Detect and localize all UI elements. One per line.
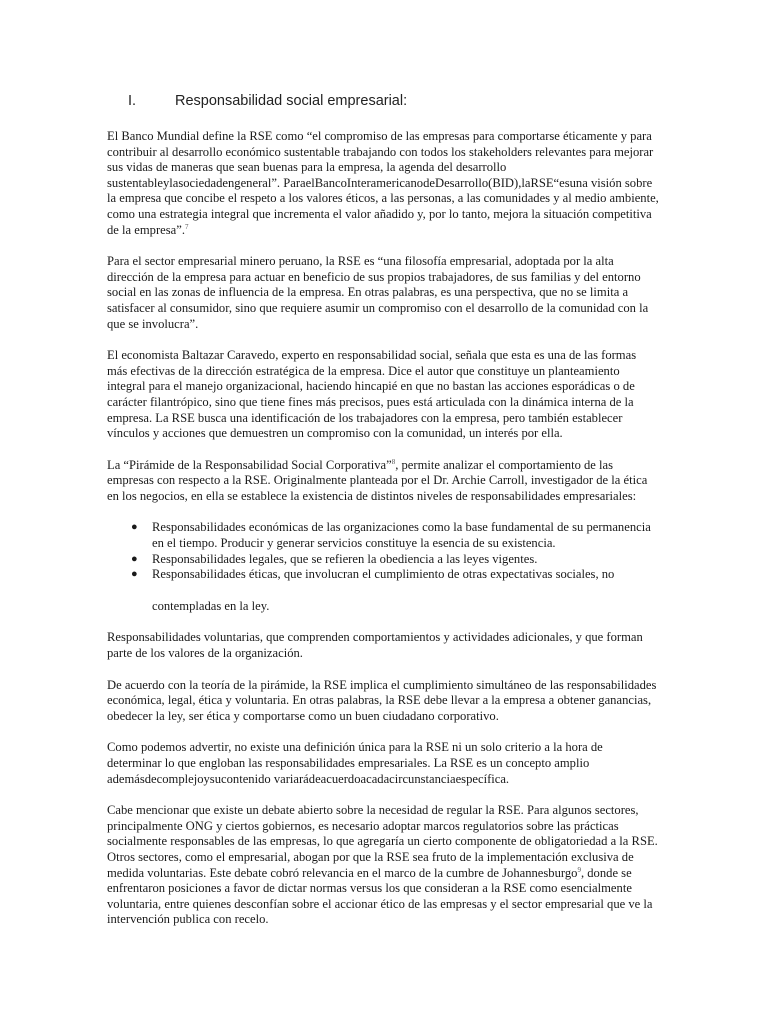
paragraph-text: El Banco Mundial define la RSE como “el compromiso de las empresas para comportarse éticamente y para contribuir al desarrollo económico sustentable trabajando con todos los stakeholders relevantes para mejorar sus vidas de maneras que sean buenas para la empresa, la agenda del desarrollo sustentableylasociedadengeneral”. ParaelBancoInteramericanodeDesarrollo(BID),laRSE“esuna visión sobre la empresa que concibe el respeto a los valores éticos, a las personas, a las comunidades y al medio ambiente, como una estrategia integral que incrementa el valor añadido y, por lo tanto, mejora la situación competitiva de la empresa”. [107,129,659,237]
paragraph-text: La “Pirámide de la Responsabilidad Social Corporativa” [107,457,392,472]
paragraph-caravedo: El economista Baltazar Caravedo, experto en responsabilidad social, señala que esta es una de las formas más efectivas de la dirección estratégica de la empresa. Dice el autor que constituye un planteamiento integral para el manejo organizacional, haciendo hincapié en que no bastan las acciones esporádicas o de carácter filantrópico, sino que tiene fines más precisos, pues está articulada con la dinámica interna de la empresa. La RSE busca una identificación de los trabajadores con la empresa, pero también establecer vínculos y acciones que demuestren un compromiso con la comunidad, un interés por ella. [107,348,637,441]
paragraph-pyramid-theory: De acuerdo con la teoría de la pirámide, la RSE implica el cumplimiento simultáneo de las responsabilidades económica, legal, ética y voluntaria. En otras palabras, la RSE debe llevar a la empresa a obtener ganancias, obedecer la ley, ser ética y comportarse como un buen ciudadano corporativo. [107,677,657,723]
paragraph-text: , donde se enfrentaron posiciones a favor de dictar normas versus los que consideran a la RSE como esencialmente voluntaria, entre quienes desconfían sobre el accionar ético de las empresas y el sector empresarial que ve la intervención publica con recelo. [107,865,653,927]
paragraph-mining-sector: Para el sector empresarial minero peruano, la RSE es “una filosofía empresarial, adoptada por la alta dirección de la empresa para actuar en beneficio de sus propios trabajadores, de sus familias y del entorno social en las zonas de influencia de la empresa. En otras palabras, es una perspectiva, que no se limita a satisfacer al consumidor, sino que requiere asumir un compromiso con el desarrollo de la comunidad con la que se involucra”. [107,254,649,331]
paragraph-text: Cabe mencionar que existe un debate abierto sobre la necesidad de regular la RSE. Para algunos sectores, principalmente ONG y ciertos gobiernos, es necesario adoptar marcos regulatorios sobre las prácticas socialmente responsables de las empresas, lo que agregaría un cierto componente de obligatoriedad a la RSE. Otros sectores, como el empresarial, abogan por que la RSE sea fruto de la implementación exclusiva de medida voluntarias. Este debate cobró relevancia en el marco de la cumbre de Johannesburgo [107,803,658,880]
footnote-ref: 8 [391,457,396,466]
list-item [107,567,659,583]
paragraph-text: , permite analizar el comportamiento de las empresas con respecto a la RSE. Originalmente planteada por el Dr. Archie Carroll, investigador de la ética en los negocios, en ella se establece la existencia de distintos niveles de responsabilidades empresariales: [107,457,648,503]
footnote-ref: 9 [577,865,581,874]
section-number: I. [128,93,137,109]
section-heading [128,93,407,109]
paragraph-world-bank [107,129,659,238]
bullet-icon: ● [131,552,138,565]
paragraph-regulation-debate [107,803,659,928]
list-continuation: contempladas en la ley. [152,598,270,613]
document-body [107,129,659,944]
bullet-icon: ● [131,521,138,534]
footnote-ref: 7 [184,222,189,231]
responsibilities-list [107,520,659,582]
paragraph-definition: Como podemos advertir, no existe una definición única para la RSE ni un solo criterio a la hora de determinar lo que engloban las responsabilidades empresariales. La RSE es un concepto amplio ademásdecomplejoysucontenido variarádeacuerdoacadacircunstanciaespecífica. [107,740,603,786]
list-item [107,520,659,551]
list-item [107,552,659,568]
paragraph-voluntary: Responsabilidades voluntarias, que comprenden comportamientos y actividades adicionales, y que forman parte de los valores de la organización. [107,630,643,661]
section-title: Responsabilidad social empresarial: [175,93,408,109]
list-item-text: Responsabilidades económicas de las organizaciones como la base fundamental de su permanencia en el tiempo. Producir y generar servicios constituye la esencia de su existencia. [152,520,651,551]
bullet-icon: ● [131,568,138,581]
list-item-text: Responsabilidades éticas, que involucran el cumplimiento de otras expectativas sociales, no [152,567,615,582]
list-item-text: Responsabilidades legales, que se refieren la obediencia a las leyes vigentes. [152,551,538,566]
paragraph-pyramid [107,458,659,505]
